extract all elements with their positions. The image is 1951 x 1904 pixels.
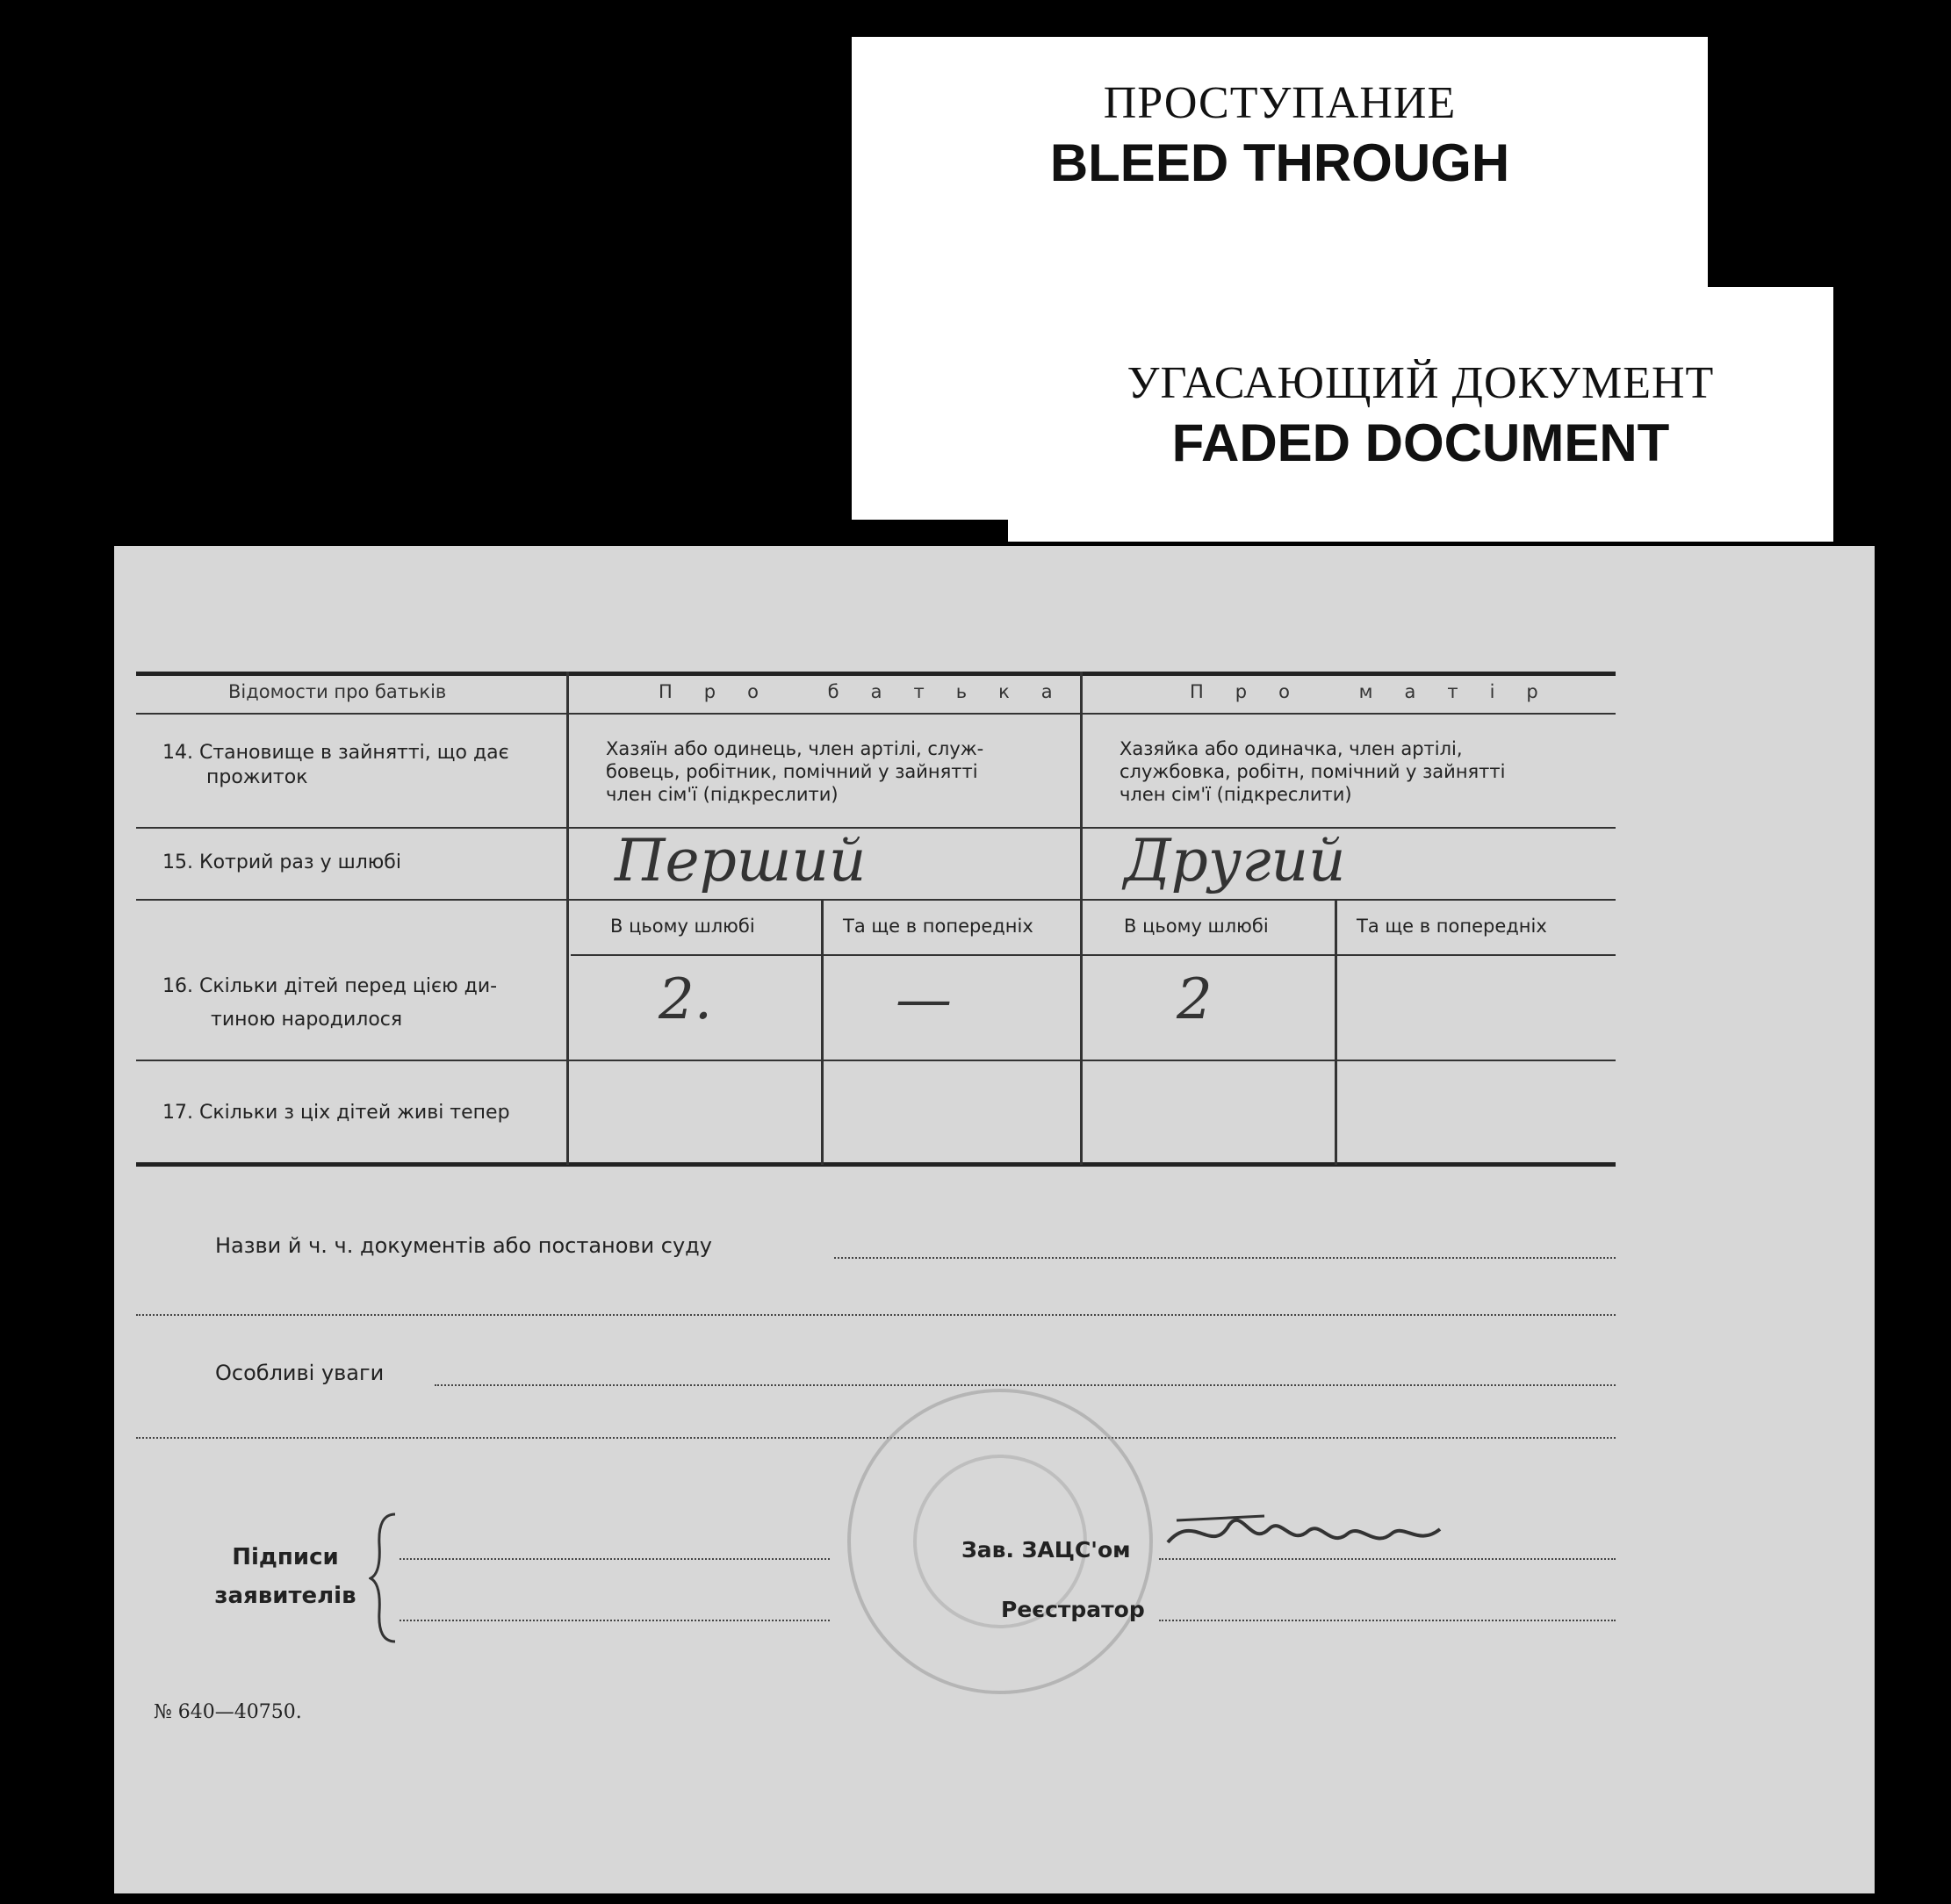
documents-line-2 xyxy=(136,1314,1616,1316)
col-divider-2 xyxy=(1080,672,1083,1165)
signatures-label-line2: заявителів xyxy=(214,1583,356,1609)
documents-label: Назви й ч. ч. документів або постанови суду xyxy=(215,1233,712,1258)
row16-label xyxy=(162,974,558,1032)
faded-document-label-en: FADED DOCUMENT xyxy=(1171,413,1670,472)
header-mother: Про матір xyxy=(1190,681,1570,702)
signatures-brace xyxy=(369,1510,404,1646)
registrar-label: Реєстратор xyxy=(1001,1597,1145,1622)
row15-mother-handwritten: Другий xyxy=(1124,827,1346,895)
document-sheet xyxy=(114,546,1875,1893)
row16-father-previous-handwritten: — xyxy=(896,967,952,1032)
remarks-label: Особливі уваги xyxy=(215,1361,385,1385)
row14-father-line1: Хазяїн або одинець, член артілі, служ- xyxy=(606,738,984,759)
signatures-label-line1: Підписи xyxy=(232,1544,339,1570)
row16-mother-this-handwritten: 2 xyxy=(1177,967,1213,1032)
signature-line-2 xyxy=(400,1620,830,1621)
col-divider-1 xyxy=(566,672,569,1165)
row14-label-line2: прожиток xyxy=(206,766,308,788)
col-divider-mother-sub xyxy=(1335,899,1337,1165)
head-of-registry-label: Зав. ЗАЦС'ом xyxy=(961,1537,1131,1563)
bleed-through-label-ru: ПРОСТУПАНИЕ xyxy=(1103,78,1457,128)
faded-document-label-card xyxy=(1008,287,1833,542)
form-number: № 640—40750. xyxy=(154,1701,302,1723)
row14-father-line2: бовець, робітник, помічний у зайнятті xyxy=(606,761,978,782)
row15-rule xyxy=(136,899,1616,901)
row14-mother xyxy=(1119,737,1576,806)
row16-father-this-handwritten: 2. xyxy=(659,967,713,1032)
row14-mother-line2: службовка, робітн, помічний у зайнятті xyxy=(1119,761,1506,782)
subheader-rule xyxy=(571,954,1616,956)
row16-label-line2: тиною народилося xyxy=(211,1009,403,1031)
row14-label xyxy=(162,741,558,790)
subheader-this-marriage-mother: В цьому шлюбі xyxy=(1124,916,1269,937)
row15-label: 15. Котрий раз у шлюбі xyxy=(162,851,401,873)
table-bottom-rule xyxy=(136,1162,1616,1167)
row14-label-line1: 14. Становище в зайнятті, що дає xyxy=(162,742,509,764)
documents-line-1 xyxy=(834,1257,1616,1259)
col-divider-father-sub xyxy=(821,899,824,1165)
row14-rule xyxy=(136,827,1616,829)
signatures-label xyxy=(198,1538,373,1615)
head-handwritten-signature xyxy=(1159,1494,1449,1569)
row14-mother-line3: член сім'ї (підкреслити) xyxy=(1119,784,1352,805)
row16-rule xyxy=(136,1060,1616,1061)
subheader-previous-mother: Та ще в попередніх xyxy=(1357,916,1547,937)
row14-father xyxy=(606,737,1062,806)
remarks-line-2 xyxy=(136,1437,1616,1439)
bleed-through-label-en: BLEED THROUGH xyxy=(1049,133,1510,192)
row14-mother-line1: Хазяйка або одиначка, член артілі, xyxy=(1119,738,1463,759)
subheader-previous-father: Та ще в попередніх xyxy=(843,916,1033,937)
remarks-line-1 xyxy=(435,1384,1616,1386)
row16-label-line1: 16. Скільки дітей перед цією ди- xyxy=(162,975,498,997)
table-top-rule xyxy=(136,672,1616,676)
row17-label: 17. Скільки з ціх дітей живі тепер xyxy=(162,1102,510,1124)
registrar-signature-line xyxy=(1159,1620,1616,1621)
row15-father-handwritten: Перший xyxy=(615,827,867,895)
signature-line-1 xyxy=(400,1558,830,1560)
row14-father-line3: член сім'ї (підкреслити) xyxy=(606,784,839,805)
header-father: Про батька xyxy=(659,681,1084,702)
header-info: Відомости про батьків xyxy=(228,681,447,702)
header-rule xyxy=(136,713,1616,715)
faded-document-label-ru: УГАСАЮЩИЙ ДОКУМЕНТ xyxy=(1127,358,1715,408)
subheader-this-marriage-father: В цьому шлюбі xyxy=(610,916,755,937)
